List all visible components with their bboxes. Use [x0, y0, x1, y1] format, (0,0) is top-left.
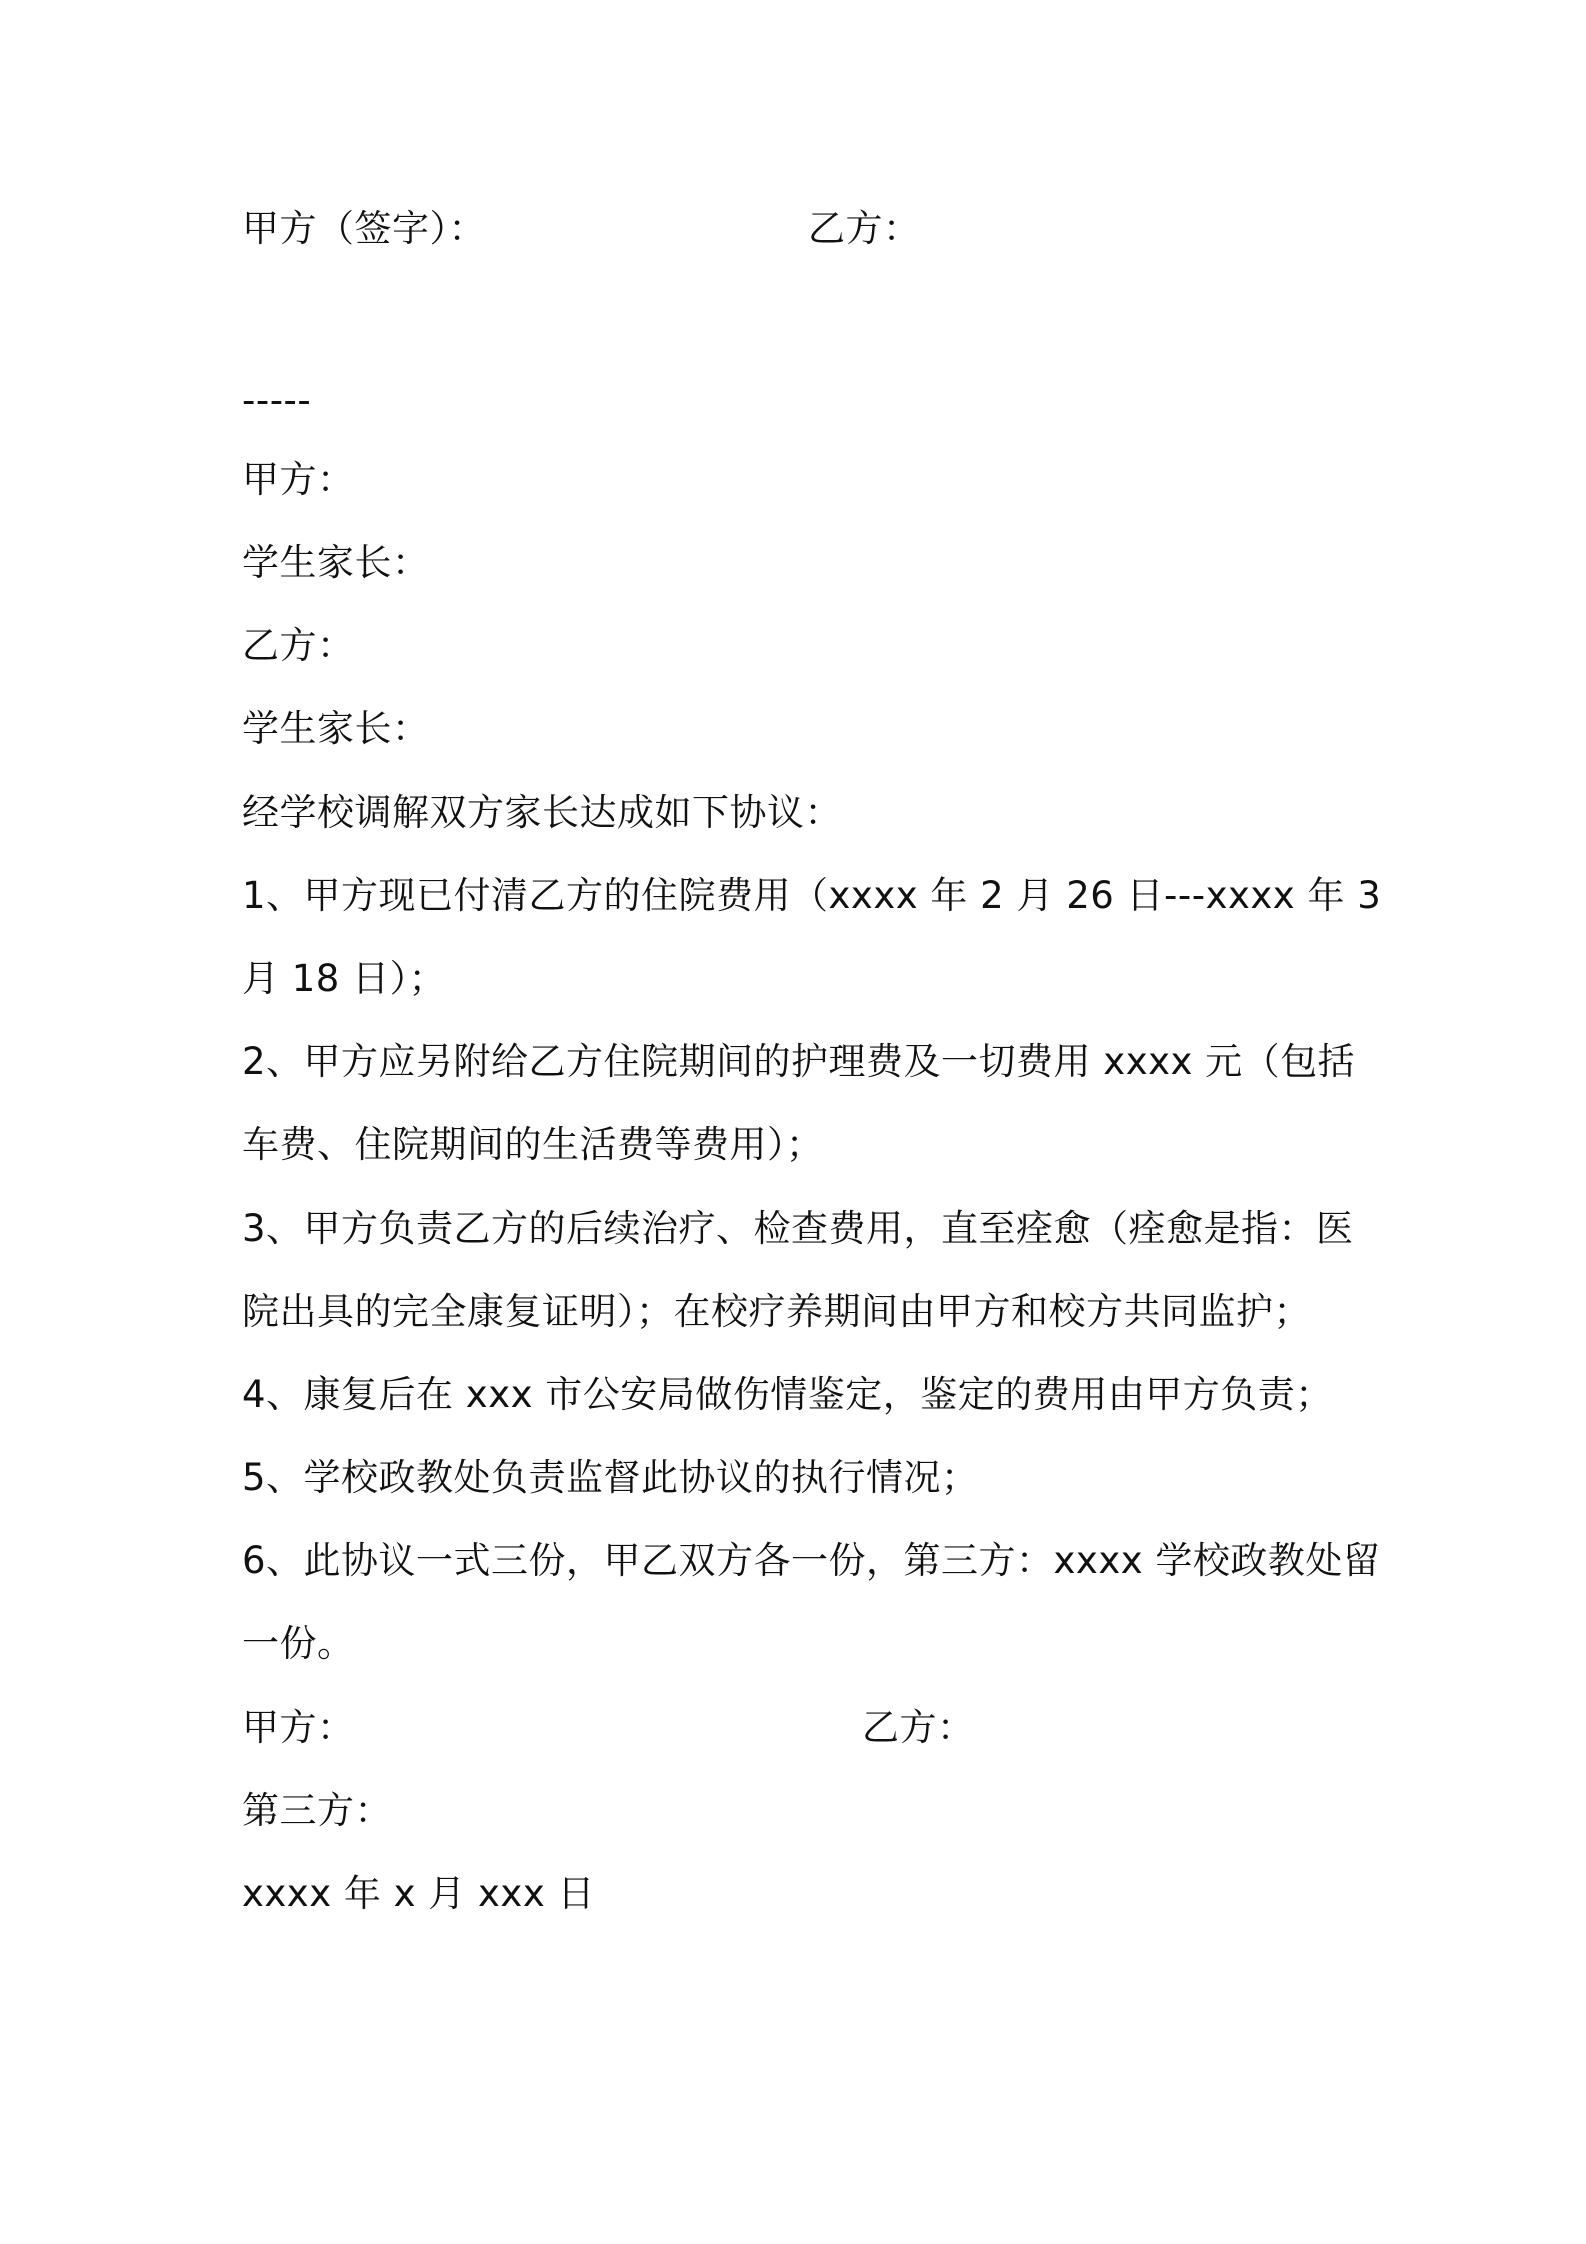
- party-a-parent-line: 学生家长：: [242, 541, 430, 584]
- clause-6-line-1: 6、此协议一式三份，甲乙双方各一份，第三方：xxxx 学校政教处留: [242, 1539, 1381, 1582]
- party-a-line: 甲方：: [242, 458, 355, 501]
- clause-3-line-2: 院出具的完全康复证明）；在校疗养期间由甲方和校方共同监护；: [242, 1290, 1311, 1333]
- clause-2-line-1: 2、甲方应另附给乙方住院期间的护理费及一切费用 xxxx 元（包括: [242, 1040, 1356, 1083]
- clause-3-line-1: 3、甲方负责乙方的后续治疗、检查费用，直至痊愈（痊愈是指：医: [242, 1207, 1354, 1250]
- clause-1-line-2: 月 18 日）；: [242, 957, 447, 1000]
- top-signature-party-a: 甲方（签字）：: [242, 207, 486, 250]
- clause-6-line-2: 一份。: [242, 1622, 355, 1665]
- clause-1-line-1: 1、甲方现已付清乙方的住院费用（xxxx 年 2 月 26 日---xxxx 年 3: [242, 874, 1382, 917]
- party-b-line: 乙方：: [242, 624, 355, 667]
- clause-2-line-2: 车费、住院期间的生活费等费用）；: [242, 1123, 824, 1166]
- top-signature-party-b: 乙方：: [808, 207, 921, 250]
- bottom-signature-party-a: 甲方：: [242, 1706, 355, 1749]
- clause-4-line-1: 4、康复后在 xxx 市公安局做伤情鉴定，鉴定的费用由甲方负责；: [242, 1373, 1333, 1416]
- party-b-parent-line: 学生家长：: [242, 707, 430, 750]
- clause-5-line-1: 5、学校政教处负责监督此协议的执行情况；: [242, 1456, 979, 1499]
- bottom-signature-party-b: 乙方：: [862, 1706, 975, 1749]
- agreement-intro: 经学校调解双方家长达成如下协议：: [242, 791, 842, 834]
- separator: -----: [242, 379, 312, 422]
- date-line: xxxx 年 x 月 xxx 日: [242, 1872, 595, 1915]
- third-party-line: 第三方：: [242, 1789, 392, 1832]
